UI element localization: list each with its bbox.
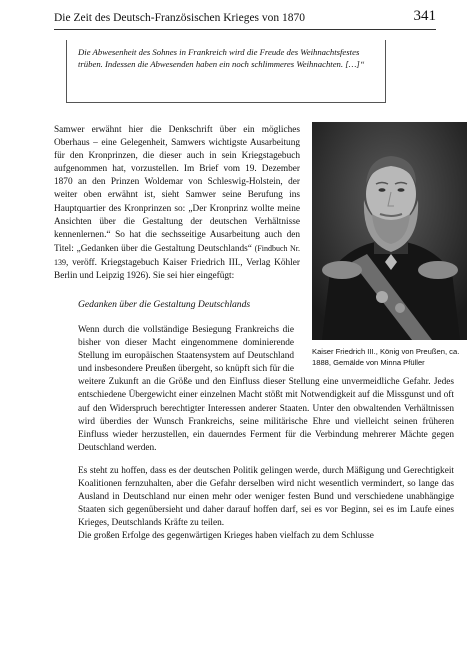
letter-quote-box [66, 40, 386, 103]
memorandum-text [78, 324, 454, 544]
section-subheading: Gedanken über die Gestaltung Deutschlands [78, 299, 251, 310]
memorandum-paragraph-2: Es steht zu hoffen, dass es der deutschen Politik gelingen werde, durch Mäßigung und Gerechtigkeit Koalitionen fernzuhalten, aber die Gefahr derselben wird nicht wesentlich vermindert, so lange das Ausland in Deutschland nur einen mehr oder weniger festen Bund und verschiedene unabhängige Staaten sich gegenübersieht und daher darauf hoffen darf, sei es vor Beginn, sei es im Laufe eines Krieges, Deutschlands Kräfte zu teilen. [78, 465, 454, 529]
running-title: Die Zeit des Deutsch-Französischen Krieges von 1870 [54, 12, 306, 24]
caption-wrap-spacer [294, 324, 454, 376]
memorandum-paragraph-1: Wenn durch die vollständige Besiegung Frankreichs die bisher von dieser Macht eingenommene dominierende Stellung im europäischen Staatensystem auf Deutschland und insbesondere Preußen übergeht, so knüpft sich für die weitere Zukunft an die Größe und den Einfluss dieser Stellung eine unvermeidliche Gefahr. Jedes entschiedene Übergewicht einer einzelnen Macht stößt mit Notwendigkeit auf die Missgunst und oft auf den Widerspruch berechtigter Interessen anderer Staaten. Unter den obwaltenden Verhältnissen wird überdies der Wunsch Frankreichs, seine militärische Ehre und vielleicht seinen früheren Einfluss wieder herzustellen, ein dauerndes Ferment für die Verbindung mehrerer Mächte gegen Deutschland werden. [78, 325, 454, 453]
intro-text-a: Samwer erwähnt hier die Denkschrift über ein mögliches Oberhaus – eine Gelegenheit, Samwers wichtigste Ausarbeitung für den Kronprinzen, die dieser auch in sein Kriegstagebuch aufgenommen hat, vorzustellen. Im Brief vom 19. Dezember 1870 an den Prinzen Woldemar von Schleswig-Holstein, der weiter oben erwähnt ist, sieht Samwer seine Berufung ins Hauptquartier des Kronprinzen so: „Der Kronprinz wollte meine Ansichten über die Gestaltung der deutschen Verhältnisse kennenlernen.“ So hat die sechsseitige Ausarbeitung auch den Titel: „Gedanken über die Gestaltung Deutschlands“ [54, 125, 300, 254]
page-number: 341 [413, 8, 436, 24]
intro-text-b: , veröff. Kriegstagebuch Kaiser Friedrich III., Verlag Köhler Berlin und Leipzig 1926). Sie sei hier eingefügt: [54, 257, 300, 282]
portrait-caption: Kaiser Friedrich III., König von Preußen, ca. 1888, Gemälde von Minna Pfüller [312, 347, 460, 368]
findbuch-reference: (Findbuch Nr. 139 [54, 243, 300, 267]
header-rule [54, 29, 436, 30]
intro-paragraph [54, 124, 300, 283]
letter-quote-text: Die Abwesenheit des Sohnes in Frankreich wird die Freude des Weihnachtsfestes trüben. Indessen die Abwesenden haben ein noch schlimmeres Weihnachten. […]“ [78, 47, 365, 69]
portrait-image [312, 122, 467, 340]
memorandum-paragraph-3: Die großen Erfolge des gegenwärtigen Krieges haben vielfach zu dem Schlusse [78, 531, 374, 542]
running-header [54, 8, 436, 30]
